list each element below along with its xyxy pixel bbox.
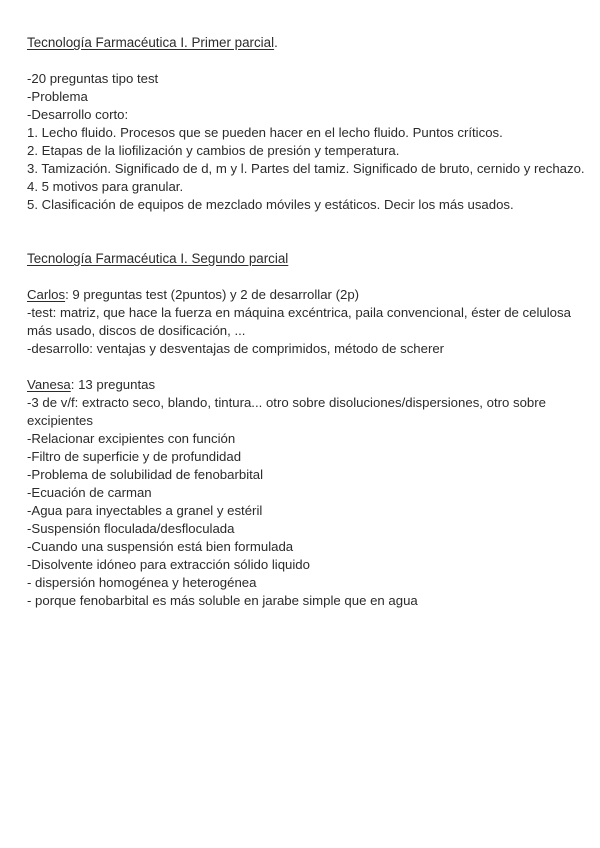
section1-line: 5. Clasificación de equipos de mezclado móviles y estáticos. Decir los más usados.: [27, 197, 514, 212]
vanesa-line: -Problema de solubilidad de fenobarbital: [27, 467, 264, 482]
spacer: [27, 358, 587, 376]
section2-title: [27, 250, 587, 268]
spacer: [27, 214, 587, 250]
section1-title: [27, 34, 587, 52]
carlos-name: Carlos: [27, 287, 66, 302]
section1-line: 4. 5 motivos para granular.: [27, 179, 184, 194]
section1-line: 1. Lecho fluido. Procesos que se pueden hacer en el lecho fluido. Puntos críticos.: [27, 125, 503, 140]
vanesa-line: - dispersión homogénea y heterogénea: [27, 575, 257, 590]
carlos-intro: [27, 286, 587, 304]
vanesa-line: -Filtro de superficie y de profundidad: [27, 449, 242, 464]
section1-title-text: Tecnología Farmacéutica I. Primer parcial: [27, 35, 275, 50]
spacer: [27, 52, 587, 70]
vanesa-intro: [27, 376, 587, 394]
vanesa-name: Vanesa: [27, 377, 71, 392]
vanesa-line: -3 de v/f: extracto seco, blando, tintura... otro sobre disoluciones/dispersiones, otro sobre excipientes: [27, 395, 546, 428]
section1-line: -20 preguntas tipo test: [27, 71, 159, 86]
section2-title-text: Tecnología Farmacéutica I. Segundo parcial: [27, 251, 289, 266]
section1-title-suffix: .: [274, 35, 278, 50]
vanesa-line: - porque fenobarbital es más soluble en jarabe simple que en agua: [27, 593, 418, 608]
carlos-intro-text: : 9 preguntas test (2puntos) y 2 de desarrollar (2p): [65, 287, 360, 302]
vanesa-line: -Cuando una suspensión está bien formulada: [27, 539, 294, 554]
carlos-line: -test: matriz, que hace la fuerza en máquina excéntrica, paila convencional, éster de celulosa más usado, discos de dosificación, ...: [27, 305, 571, 338]
vanesa-line: -Disolvente idóneo para extracción sólido liquido: [27, 557, 310, 572]
section1-line: -Problema: [27, 89, 88, 104]
vanesa-line: -Agua para inyectables a granel y estéril: [27, 503, 263, 518]
section1-line: 2. Etapas de la liofilización y cambios de presión y temperatura.: [27, 143, 400, 158]
section1-line: 3. Tamización. Significado de d, m y l. Partes del tamiz. Significado de bruto, cernido y rechazo.: [27, 161, 585, 176]
vanesa-line: -Ecuación de carman: [27, 485, 152, 500]
vanesa-intro-text: : 13 preguntas: [70, 377, 156, 392]
vanesa-line: -Suspensión floculada/desfloculada: [27, 521, 235, 536]
section1-line: -Desarrollo corto:: [27, 107, 129, 122]
vanesa-line: -Relacionar excipientes con función: [27, 431, 236, 446]
spacer: [27, 268, 587, 286]
carlos-line: -desarrollo: ventajas y desventajas de comprimidos, método de scherer: [27, 341, 445, 356]
document-page: [27, 34, 587, 610]
